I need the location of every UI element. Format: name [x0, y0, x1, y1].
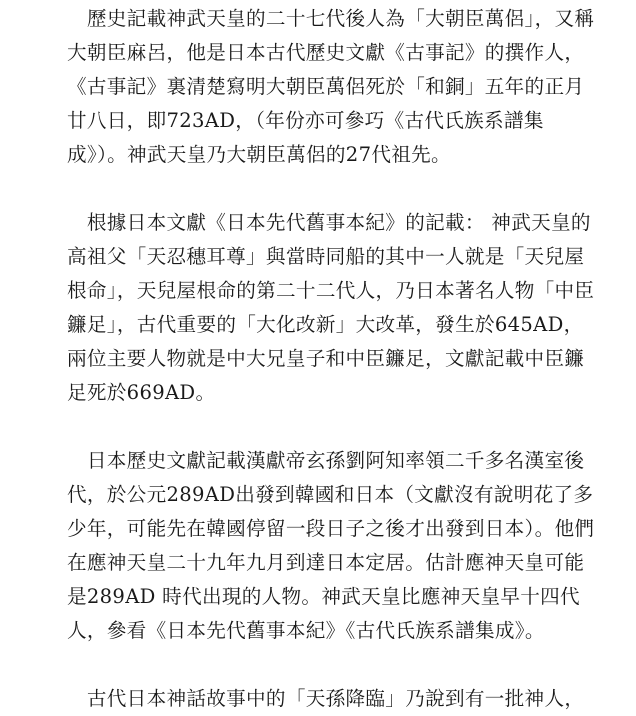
paragraph-gap — [67, 648, 567, 682]
text-line: 少年，可能先在韓國停留一段日子之後才出發到日本）。他們 — [67, 517, 595, 540]
text-line: 人，參看《日本先代舊事本紀》《古代氏族系譜集成》。 — [67, 619, 545, 642]
paragraph-4 — [67, 682, 585, 716]
text-line: 成》）。神武天皇乃大朝臣萬侶的27代祖先。 — [67, 143, 451, 166]
paragraph-2 — [67, 206, 595, 410]
text-line: 高祖父「天忍穗耳尊」與當時同船的其中一人就是「天兒屋 — [67, 245, 585, 268]
text-line: 鐮足」，古代重要的「大化改新」大改革，發生於645AD， — [67, 313, 584, 336]
text-line: 大朝臣麻呂，他是日本古代歷史文獻《古事記》的撰作人， — [67, 41, 585, 64]
text-line: 是289AD 時代出現的人物。神武天皇比應神天皇早十四代 — [67, 585, 580, 608]
text-line: 在應神天皇二十九年九月到達日本定居。估計應神天皇可能 — [67, 551, 585, 574]
text-line: 日本歷史文獻記載漢獻帝玄孫劉阿知率領二千多名漢室後 — [67, 449, 585, 472]
text-line: 歷史記載神武天皇的二十七代後人為「大朝臣萬侶」，又稱 — [67, 7, 595, 30]
paragraph-gap — [67, 410, 567, 444]
paragraph-gap — [67, 172, 567, 206]
text-line: 兩位主要人物就是中大兄皇子和中臣鐮足，文獻記載中臣鐮 — [67, 347, 585, 370]
text-line: 《古事記》裏清楚寫明大朝臣萬侶死於「和銅」五年的正月 — [67, 75, 585, 98]
article-body — [67, 2, 595, 716]
text-line: 足死於669AD。 — [67, 381, 216, 404]
text-line: 根命」，天兒屋根命的第二十二代人，乃日本著名人物「中臣 — [67, 279, 595, 302]
text-line: 代，於公元289AD出發到韓國和日本（文獻沒有說明花了多 — [67, 483, 594, 506]
text-line: 古代日本神話故事中的「天孫降臨」乃說到有一批神人， — [67, 687, 585, 710]
text-line: 根據日本文獻《日本先代舊事本紀》的記載： 神武天皇的 — [67, 211, 591, 234]
paragraph-3 — [67, 444, 595, 648]
paragraph-1 — [67, 2, 595, 172]
text-line: 廿八日，即723AD，（年份亦可參巧《古代氏族系譜集 — [67, 109, 544, 132]
